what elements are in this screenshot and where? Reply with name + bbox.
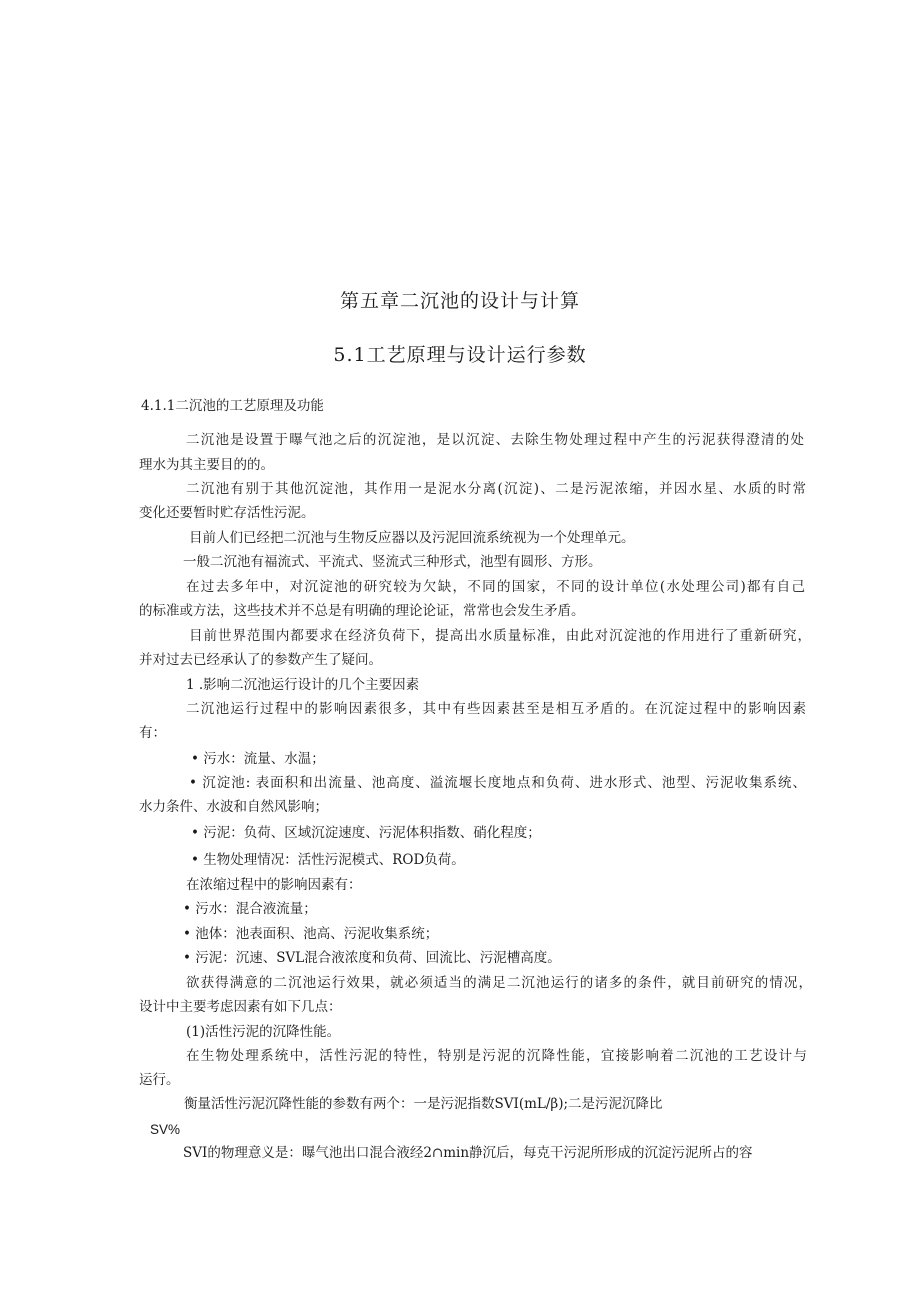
paragraph-line: SVI的物理意义是：曝气池出口混合液经2∩min静沉后，每克干污泥所形成的沉淀污泥所占的容 — [183, 1145, 753, 1161]
bullet-item: • 生物处理情况：活性污泥模式、ROD负荷。 — [191, 852, 465, 868]
bullet-item: • 污水：流量、水温； — [191, 751, 325, 767]
paragraph-line: 在过去多年中，对沉淀池的研究较为欠缺，不同的国家，不同的设计单位(水处理公司)都有自己 — [186, 579, 805, 595]
list-heading: 1 .影响二沉池运行设计的几个主要因素 — [186, 677, 420, 693]
bullet-item: 水力条件、水波和自然风影响； — [139, 799, 328, 815]
paragraph-line: 运行。 — [139, 1072, 180, 1088]
paragraph-line: 目前世界范围内都要求在经济负荷下，提高出水质量标准，由此对沉淀池的作用进行了重新研究， — [189, 628, 811, 644]
paragraph-line: 的标准或方法，这些技术并不总是有明确的理论论证，常常也会发生矛盾。 — [139, 603, 585, 619]
paragraph-line: 二沉池有别于其他沉淀池，其作用一是泥水分离(沉淀)、二是污泥浓缩，并因水星、水质的时常 — [186, 481, 806, 497]
paragraph-line: 欲获得满意的二沉池运行效果，就必须适当的满足二沉池运行的诸多的条件，就目前研究的情况， — [186, 975, 812, 991]
paragraph-line: SV% — [150, 1122, 181, 1137]
section-title: 5.1工艺原理与设计运行参数 — [333, 344, 587, 366]
paragraph-line: 在浓缩过程中的影响因素有： — [186, 877, 362, 893]
bullet-item: • 池体：池表面积、池高、污泥收集系统； — [183, 926, 439, 942]
bullet-item: • 污水：混合液流量； — [183, 901, 317, 917]
paragraph-line: 目前人们已经把二沉池与生物反应器以及污泥回流系统视为一个处理单元。 — [189, 530, 635, 546]
paragraph-line: 设计中主要考虑因素有如下几点： — [139, 999, 342, 1015]
paragraph-line: 二沉池运行过程中的影响因素很多，其中有些因素甚至是相互矛盾的。在沉淀过程中的影响因素 — [186, 701, 806, 717]
paragraph-line: 变化还要暂时贮存活性污泥。 — [139, 505, 315, 521]
paragraph-line: 有： — [139, 725, 166, 741]
chapter-title: 第五章二沉池的设计与计算 — [339, 290, 580, 312]
subsection-heading: 4.1.1二沉池的工艺原理及功能 — [141, 398, 324, 414]
bullet-item: • 沉淀池: 表面积和出流量、池高度、溢流堰长度地点和负荷、进水形式、池型、污泥收集系统、 — [189, 775, 806, 791]
paragraph-line: 理水为其主要目的的。 — [139, 457, 274, 473]
paragraph-line: 并对过去已经承认了的参数产生了疑问。 — [139, 652, 382, 668]
paragraph-line: 二沉池是设置于曝气池之后的沉淀池，是以沉淀、去除生物处理过程中产生的污泥获得澄清的处 — [186, 432, 804, 448]
paragraph-line: 衡量活性污泥沉降性能的参数有两个：一是污泥指数SVI(mL/β);二是污泥沉降比 — [184, 1096, 663, 1112]
list-heading: (1)活性污泥的沉降性能。 — [186, 1024, 341, 1040]
paragraph-line: 一般二沉池有福流式、平流式、竖流式三种形式，池型有圆形、方形。 — [183, 554, 602, 570]
bullet-item: • 污泥：负荷、区域沉淀速度、污泥体积指数、硝化程度； — [191, 825, 541, 841]
paragraph-line: 在生物处理系统中，活性污泥的特性，特别是污泥的沉降性能，宜接影响着二沉池的工艺设计与 — [186, 1048, 807, 1064]
bullet-item: • 污泥：沉速、SVL混合液浓度和负荷、回流比、污泥槽高度。 — [183, 950, 561, 966]
